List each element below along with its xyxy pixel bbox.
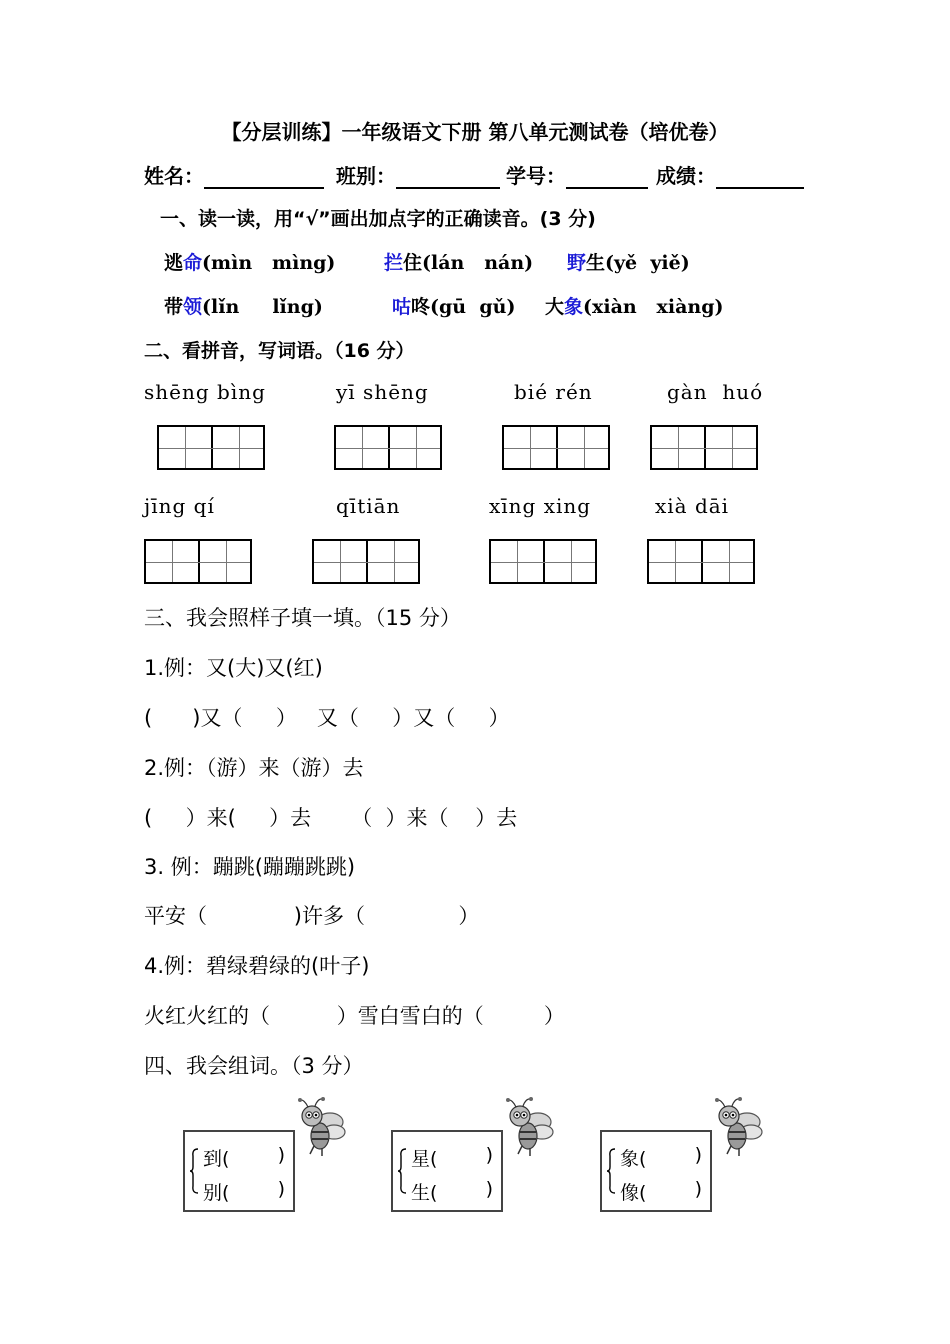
word-group-box xyxy=(391,1130,503,1212)
reading-item xyxy=(164,248,335,275)
word-char[interactable]: 别( xyxy=(203,1182,230,1204)
name-label: 姓名： xyxy=(144,164,204,188)
pinyin-options[interactable]: (lán nán) xyxy=(422,252,534,274)
item-char: 大 xyxy=(545,296,565,318)
pinyin-prompt: xià dāi xyxy=(655,494,730,518)
fill-in-line[interactable]: ( ）来( ）去 （ ）来（ ）去 xyxy=(144,806,518,830)
item-char: 带 xyxy=(164,296,184,318)
writing-grid[interactable] xyxy=(157,425,265,470)
writing-grid[interactable] xyxy=(144,539,252,584)
pinyin-options[interactable]: (gū gǔ) xyxy=(430,296,516,318)
score-label: 成绩： xyxy=(656,164,716,188)
close-paren: ) xyxy=(277,1178,285,1200)
close-paren: ) xyxy=(485,1144,493,1166)
close-paren: ) xyxy=(694,1144,702,1166)
bee-icon xyxy=(707,1096,765,1158)
pinyin-options[interactable]: (xiàn xiàng) xyxy=(583,296,724,318)
dotted-char: 野 xyxy=(567,252,587,274)
reading-item xyxy=(545,292,723,319)
score-field[interactable] xyxy=(656,160,804,189)
dotted-char: 命 xyxy=(183,252,203,274)
reading-item xyxy=(567,248,690,275)
word-char[interactable]: 象( xyxy=(620,1148,647,1170)
pinyin-prompt: yī shēng xyxy=(336,380,429,404)
class-label: 班别： xyxy=(336,164,396,188)
pinyin-options[interactable]: (mìn mìng) xyxy=(202,252,336,274)
word-char[interactable]: 像( xyxy=(620,1182,647,1204)
pinyin-prompt: bié rén xyxy=(514,380,593,404)
dotted-char: 象 xyxy=(564,296,584,318)
score-line[interactable] xyxy=(716,167,804,189)
example-line: 3. 例：蹦跳(蹦蹦跳跳) xyxy=(144,855,356,879)
class-field[interactable] xyxy=(336,160,500,189)
page-title: 【分层训练】一年级语文下册 第八单元测试卷（培优卷） xyxy=(221,120,729,144)
fill-in-line[interactable]: 平安（ )许多（ ） xyxy=(144,904,480,928)
word-char[interactable]: 到( xyxy=(203,1148,230,1170)
pinyin-prompt: jīng qí xyxy=(144,494,215,518)
item-char: 住 xyxy=(403,252,423,274)
pinyin-prompt: xīng xing xyxy=(489,494,592,518)
item-char: 生 xyxy=(586,252,606,274)
dotted-char: 领 xyxy=(183,296,203,318)
name-field[interactable] xyxy=(144,160,324,189)
fill-in-line[interactable]: 火红火红的（ ）雪白雪白的（ ） xyxy=(144,1004,565,1028)
reading-item xyxy=(164,292,323,319)
item-char: 咚 xyxy=(411,296,431,318)
student-id-line[interactable] xyxy=(566,167,648,189)
section-4-heading: 四、我会组词。（3 分） xyxy=(144,1054,364,1078)
dotted-char: 拦 xyxy=(384,252,404,274)
student-id-label: 学号： xyxy=(506,164,566,188)
writing-grid[interactable] xyxy=(647,539,755,584)
pinyin-prompt: qītiān xyxy=(336,494,401,518)
writing-grid[interactable] xyxy=(489,539,597,584)
section-1-heading: 一、读一读，用“√”画出加点字的正确读音。(3 分) xyxy=(160,208,596,230)
class-line[interactable] xyxy=(396,167,500,189)
student-id-field[interactable] xyxy=(506,160,648,189)
example-line: 4.例：碧绿碧绿的(叶子) xyxy=(144,954,370,978)
fill-in-line[interactable]: ( )又（ ） 又（ ）又（ ） xyxy=(144,706,510,730)
close-paren: ) xyxy=(277,1144,285,1166)
writing-grid[interactable] xyxy=(312,539,420,584)
item-char: 逃 xyxy=(164,252,184,274)
pinyin-prompt: shēng bìng xyxy=(144,380,266,404)
close-paren: ) xyxy=(694,1178,702,1200)
close-paren: ) xyxy=(485,1178,493,1200)
dotted-char: 咕 xyxy=(392,296,412,318)
pinyin-options[interactable]: (lǐn lǐng) xyxy=(202,296,323,318)
name-line[interactable] xyxy=(204,167,324,189)
word-char[interactable]: 星( xyxy=(411,1148,438,1170)
section-3-heading: 三、我会照样子填一填。（15 分） xyxy=(144,606,461,630)
pinyin-options[interactable]: (yě yiě) xyxy=(605,252,690,274)
reading-item xyxy=(384,248,533,275)
section-2-heading: 二、看拼音，写词语。（16 分） xyxy=(144,340,415,362)
reading-item xyxy=(392,292,515,319)
example-line: 2.例：（游）来（游）去 xyxy=(144,756,364,780)
writing-grid[interactable] xyxy=(650,425,758,470)
writing-grid[interactable] xyxy=(334,425,442,470)
word-char[interactable]: 生( xyxy=(411,1182,438,1204)
pinyin-prompt: gàn huó xyxy=(667,380,764,404)
bee-icon xyxy=(290,1096,348,1158)
word-group-box xyxy=(183,1130,295,1212)
word-group-box xyxy=(600,1130,712,1212)
brace-icon xyxy=(397,1148,407,1194)
brace-icon xyxy=(606,1148,616,1194)
brace-icon xyxy=(189,1148,199,1194)
bee-icon xyxy=(498,1096,556,1158)
example-line: 1.例：又(大)又(红) xyxy=(144,656,323,680)
writing-grid[interactable] xyxy=(502,425,610,470)
